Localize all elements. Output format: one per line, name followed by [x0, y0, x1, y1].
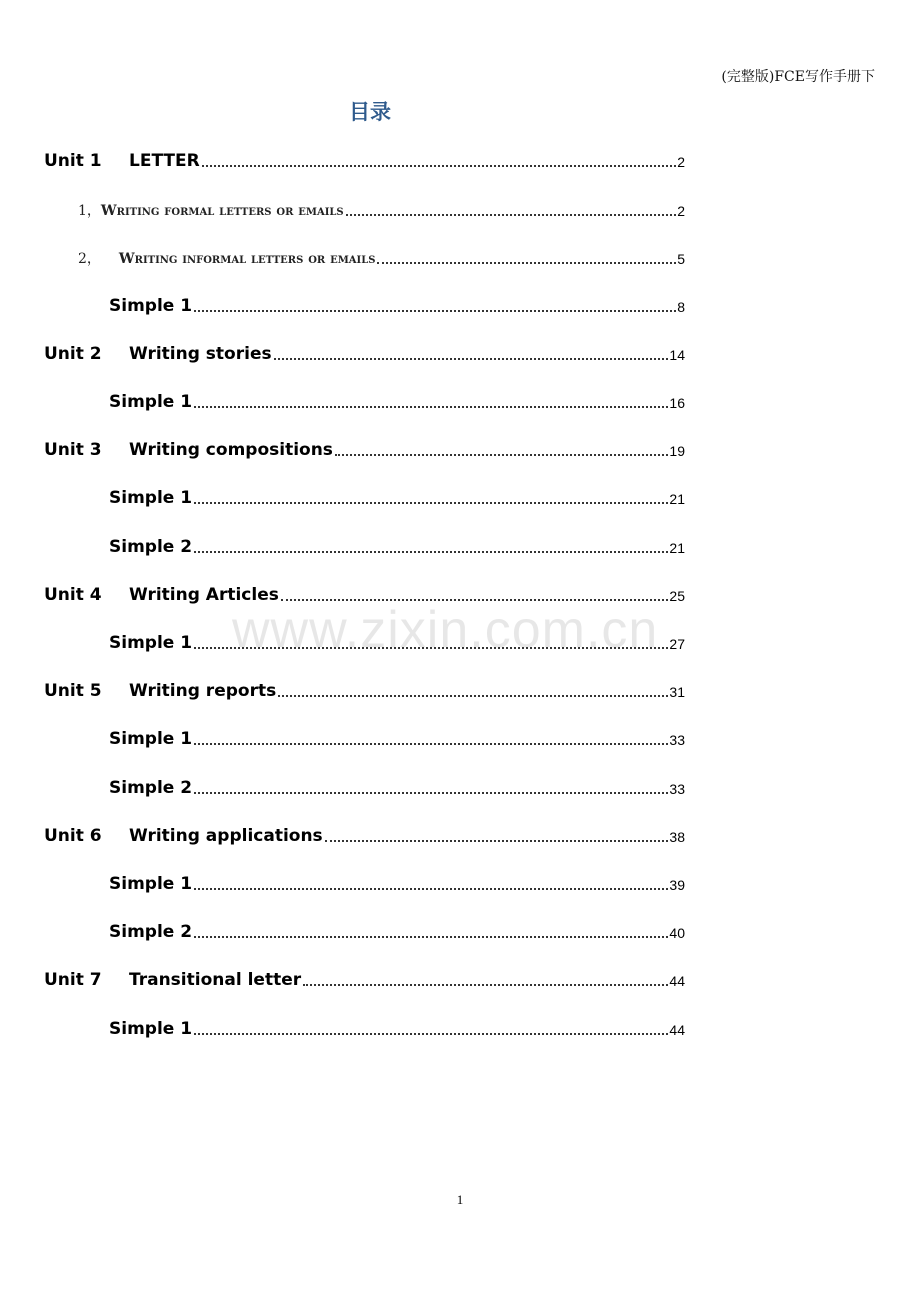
toc-page-number: 31 [669, 684, 685, 700]
toc-entry-title [109, 392, 192, 412]
toc-page-number: 40 [669, 925, 685, 941]
toc-entry[interactable] [109, 727, 685, 749]
toc-entry-text: Simple 2 [109, 537, 193, 557]
toc-entry-title [109, 922, 192, 942]
toc-leader-dots [281, 587, 669, 601]
page-number: 1 [456, 1192, 464, 1207]
toc-entry-text: Simple 1 [109, 1019, 193, 1039]
toc-entry-title [44, 681, 276, 701]
toc-entry-title [109, 729, 192, 749]
toc-entry[interactable] [109, 535, 685, 557]
toc-leader-dots [194, 394, 668, 408]
toc-entry-title [44, 826, 323, 846]
toc-page-number: 2 [677, 203, 685, 219]
toc-entry-text: Writing applications [129, 826, 323, 846]
toc-entry[interactable] [109, 390, 685, 412]
toc-entry-title [109, 633, 192, 653]
toc-entry-title [78, 250, 375, 268]
toc-page-number: 8 [677, 299, 685, 315]
toc-leader-dots [377, 250, 676, 264]
toc-unit-number: Unit 4 [44, 585, 102, 605]
watermark: www.zixin.com.cn [232, 601, 659, 659]
toc-unit-number: Unit 7 [44, 970, 102, 990]
toc-entry[interactable] [44, 679, 685, 701]
toc-entry[interactable] [109, 776, 685, 798]
toc-page-number: 33 [669, 781, 685, 797]
toc-entry-text: Writing formal letters or emails [100, 203, 344, 219]
toc-entry[interactable] [78, 198, 685, 220]
toc-unit-number: Unit 3 [44, 440, 102, 460]
toc-entry-title [44, 151, 200, 171]
toc-leader-dots [194, 1021, 668, 1035]
toc-leader-dots [194, 780, 668, 794]
toc-entry[interactable] [109, 872, 685, 894]
toc-entry-text: LETTER [129, 151, 200, 171]
toc-entry[interactable] [109, 920, 685, 942]
toc-entry[interactable] [109, 631, 685, 653]
toc-leader-dots [194, 298, 676, 312]
toc-leader-dots [274, 346, 669, 360]
toc-entry-text: Writing Articles [129, 585, 279, 605]
toc-page-number: 5 [677, 251, 685, 267]
toc-entry-title [109, 778, 192, 798]
toc-entry[interactable] [109, 294, 685, 316]
toc-entry[interactable] [44, 824, 685, 846]
toc-page-number: 2 [677, 154, 685, 170]
toc-unit-number: Unit 5 [44, 681, 102, 701]
toc-page-number: 25 [669, 588, 685, 604]
toc-entry[interactable] [78, 246, 685, 268]
toc-entry-text: Simple 1 [109, 633, 193, 653]
toc-entry[interactable] [109, 486, 685, 508]
toc-leader-dots [194, 876, 668, 890]
toc-entry-title [44, 585, 279, 605]
toc-page-number: 21 [669, 491, 685, 507]
toc-entry[interactable] [44, 968, 685, 990]
toc-entry-text: Simple 2 [109, 778, 193, 798]
toc-entry-text: Simple 1 [109, 729, 193, 749]
toc-leader-dots [194, 490, 668, 504]
toc-page-number: 27 [669, 636, 685, 652]
toc-entry-text: Writing compositions [129, 440, 333, 460]
toc-page-number: 21 [669, 540, 685, 556]
toc-leader-dots [194, 731, 668, 745]
toc-leader-dots [335, 442, 668, 456]
toc-entry-title [78, 202, 344, 220]
toc-entry-text: Writing informal letters or emails [118, 251, 376, 267]
toc-entry-text: Simple 1 [109, 874, 193, 894]
toc-entry-text: Simple 1 [109, 392, 193, 412]
toc-entry-title [109, 488, 192, 508]
toc-entry[interactable] [44, 149, 685, 171]
toc-entry-title [44, 344, 272, 364]
toc-entry-number: 1， [78, 203, 101, 219]
toc-unit-number: Unit 1 [44, 151, 102, 171]
running-header: (完整版)FCE写作手册下 [721, 69, 875, 85]
toc-entry-number: 2， [78, 251, 101, 267]
toc-entry-text: Writing stories [129, 344, 272, 364]
toc-page-number: 16 [669, 395, 685, 411]
toc-entry-text: Simple 2 [109, 922, 193, 942]
toc-leader-dots [303, 972, 668, 986]
toc-entry-title [109, 1019, 192, 1039]
toc-page-number: 14 [669, 347, 685, 363]
toc-entry-text: Simple 1 [109, 296, 193, 316]
toc-unit-number: Unit 2 [44, 344, 102, 364]
toc-entry[interactable] [44, 342, 685, 364]
toc-entry-title [44, 970, 301, 990]
toc-entry-text: Simple 1 [109, 488, 193, 508]
toc-leader-dots [194, 539, 668, 553]
toc-leader-dots [194, 924, 668, 938]
toc-page-number: 44 [669, 1022, 685, 1038]
toc-leader-dots [325, 828, 669, 842]
toc-entry-title [44, 440, 333, 460]
toc-leader-dots [278, 683, 668, 697]
toc-page-number: 33 [669, 732, 685, 748]
toc-entry-title [109, 874, 192, 894]
toc-page-number: 39 [669, 877, 685, 893]
toc-leader-dots [194, 635, 668, 649]
toc-leader-dots [202, 153, 676, 167]
toc-page-number: 38 [669, 829, 685, 845]
page-title: 目录 [349, 100, 391, 124]
toc-entry-text: Writing reports [129, 681, 277, 701]
toc-entry[interactable] [44, 583, 685, 605]
toc-page-number: 44 [669, 973, 685, 989]
toc-page-number: 19 [669, 443, 685, 459]
toc-entry-title [109, 296, 192, 316]
toc-entry[interactable] [44, 438, 685, 460]
toc-leader-dots [346, 202, 677, 216]
toc-unit-number: Unit 6 [44, 826, 102, 846]
toc-entry-text: Transitional letter [129, 970, 302, 990]
toc-entry-title [109, 537, 192, 557]
toc-entry[interactable] [109, 1017, 685, 1039]
